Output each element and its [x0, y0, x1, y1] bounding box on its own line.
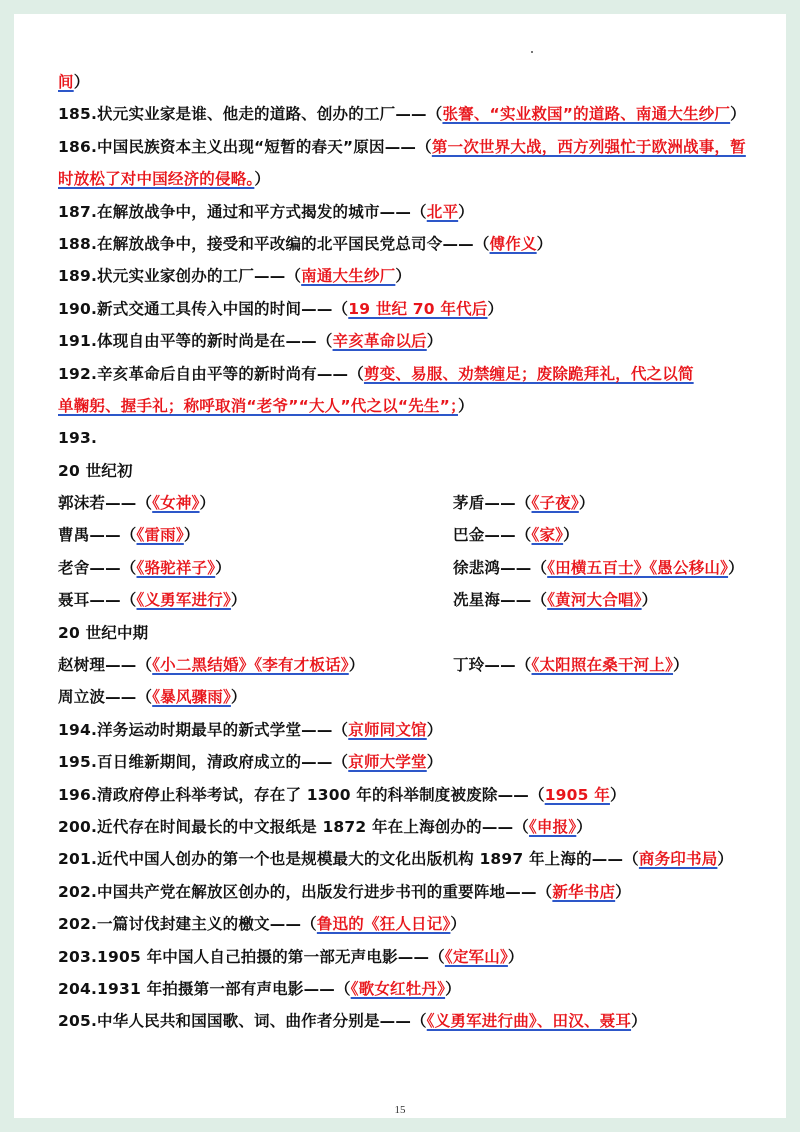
- answer: 《歌女红牡丹》: [350, 979, 446, 998]
- answer: 19 世纪 70 年代后: [348, 299, 488, 318]
- answer: 京师同文馆: [348, 720, 427, 739]
- document-page: [14, 14, 786, 1118]
- author-row: 老舍——（《骆驼祥子》） 徐悲鸿——（《田横五百士》《愚公移山》）: [58, 558, 744, 577]
- work-title: 《子夜》: [531, 494, 579, 513]
- qa-line-202b: 202.一篇讨伐封建主义的檄文——（鲁迅的《狂人日记》）: [58, 915, 467, 934]
- qa-line-192: 192.辛亥革命后自由平等的新时尚有——（剪变、易服、劝禁缠足；废除跪拜礼，代之以简: [58, 364, 694, 383]
- qa-line-202a: 202.中国共产党在解放区创办的，出版发行进步书刊的重要阵地——（新华书店）: [58, 882, 631, 901]
- qa-line-196: 196.清政府停止科举考试，存在了 1300 年的科举制度被废除——（1905 年）: [58, 785, 626, 804]
- work-title: 《田横五百士》《愚公移山》: [547, 558, 729, 577]
- answer: 第一次世界大战，西方列强忙于欧洲战事，暂: [431, 137, 746, 156]
- qa-line-189: 189.状元实业家创办的工厂——（南通大生纱厂）: [58, 267, 412, 286]
- answer: 新华书店: [552, 882, 616, 901]
- work-title: 《女神》: [152, 494, 200, 513]
- author-row: 聂耳——（《义勇军进行》） 冼星海——（《黄河大合唱》）: [58, 591, 658, 610]
- qa-line-191: 191.体现自由平等的新时尚是在——（辛亥革命以后）: [58, 332, 443, 351]
- answer: 张謇、“实业救国”的道路、南通大生纱厂: [442, 105, 731, 124]
- qa-line-203: 203.1905 年中国人自己拍摄的第一部无声电影——（《定军山》）: [58, 947, 524, 966]
- answer: 剪变、易服、劝禁缠足；废除跪拜礼，代之以简: [363, 364, 694, 383]
- qa-line-188: 188.在解放战争中，接受和平改编的北平国民党总司令——（傅作义）: [58, 234, 553, 253]
- section-title-early: 20 世纪初: [58, 461, 133, 480]
- author-row: 曹禺——（《雷雨》） 巴金——（《家》）: [58, 526, 579, 545]
- work-title: 《黄河大合唱》: [547, 591, 642, 610]
- answer: 鲁迅的《狂人日记》: [316, 915, 451, 934]
- qa-line-193: 193.: [58, 429, 98, 448]
- answer: 单鞠躬、握手礼；称呼取消“老爷”“大人”代之以“先生”；: [58, 396, 458, 415]
- section-title-mid: 20 世纪中期: [58, 623, 149, 642]
- work-title: 《暴风骤雨》: [152, 688, 231, 707]
- answer: 京师大学堂: [348, 753, 427, 772]
- answer: 间: [58, 73, 74, 91]
- qa-line-0: 间）: [58, 73, 90, 91]
- answer: 《义勇军进行曲》、田汉、聂耳: [426, 1012, 632, 1031]
- speck-mark: [531, 51, 533, 53]
- qa-line-204: 204.1931 年拍摄第一部有声电影——（《歌女红牡丹》）: [58, 979, 461, 998]
- qa-line-195: 195.百日维新期间，清政府成立的——（京师大学堂）: [58, 753, 443, 772]
- answer: 商务印书局: [638, 850, 718, 869]
- qa-line-186-cont: 时放松了对中国经济的侵略。）: [58, 170, 271, 189]
- work-title: 《骆驼祥子》: [136, 558, 216, 577]
- answer: 傅作义: [489, 234, 537, 253]
- author-row: 周立波——（《暴风骤雨》）: [58, 688, 247, 707]
- qa-line-200: 200.近代存在时间最长的中文报纸是 1872 年在上海创办的——（《申报》）: [58, 817, 592, 836]
- qa-line-187: 187.在解放战争中，通过和平方式揭发的城市——（北平）: [58, 202, 474, 221]
- qa-line-186: 186.中国民族资本主义出现“短暂的春天”原因——（第一次世界大战，西方列强忙于欧洲战事，暂: [58, 137, 746, 156]
- work-title: 《太阳照在桑干河上》: [531, 656, 674, 675]
- qa-content: [58, 70, 750, 1042]
- answer: 时放松了对中国经济的侵略。: [58, 170, 255, 189]
- qa-line-185: 185.状元实业家是谁、他走的道路、创办的工厂——（张謇、“实业救国”的道路、南通大生纱厂）: [58, 105, 746, 124]
- answer: 《申报》: [528, 817, 577, 836]
- qa-line-201: 201.近代中国人创办的第一个也是规模最大的文化出版机构 1897 年上海的——（商务印书局）: [58, 850, 734, 869]
- author-row: 赵树理——（《小二黑结婚》《李有才板话》） 丁玲——（《太阳照在桑干河上》）: [58, 656, 689, 675]
- author-row: 郭沫若——（《女神》） 茅盾——（《子夜》）: [58, 494, 595, 513]
- work-title: 《义勇军进行》: [136, 591, 231, 610]
- answer: 《定军山》: [444, 947, 508, 966]
- answer: 南通大生纱厂: [301, 267, 396, 286]
- answer: 辛亥革命以后: [332, 332, 427, 351]
- work-title: 《小二黑结婚》《李有才板话》: [152, 656, 349, 675]
- qa-line-192-cont: 单鞠躬、握手礼；称呼取消“老爷”“大人”代之以“先生”；）: [58, 396, 474, 415]
- work-title: 《家》: [531, 526, 564, 545]
- page-number: 15: [394, 1104, 406, 1116]
- answer: 1905 年: [544, 785, 610, 804]
- qa-line-190: 190.新式交通工具传入中国的时间——（19 世纪 70 年代后）: [58, 299, 504, 318]
- qa-line-205: 205.中华人民共和国国歌、词、曲作者分别是——（《义勇军进行曲》、田汉、聂耳）: [58, 1012, 647, 1031]
- answer: 北平: [426, 202, 459, 221]
- work-title: 《雷雨》: [136, 526, 184, 545]
- qa-line-194: 194.洋务运动时期最早的新式学堂——（京师同文馆）: [58, 720, 443, 739]
